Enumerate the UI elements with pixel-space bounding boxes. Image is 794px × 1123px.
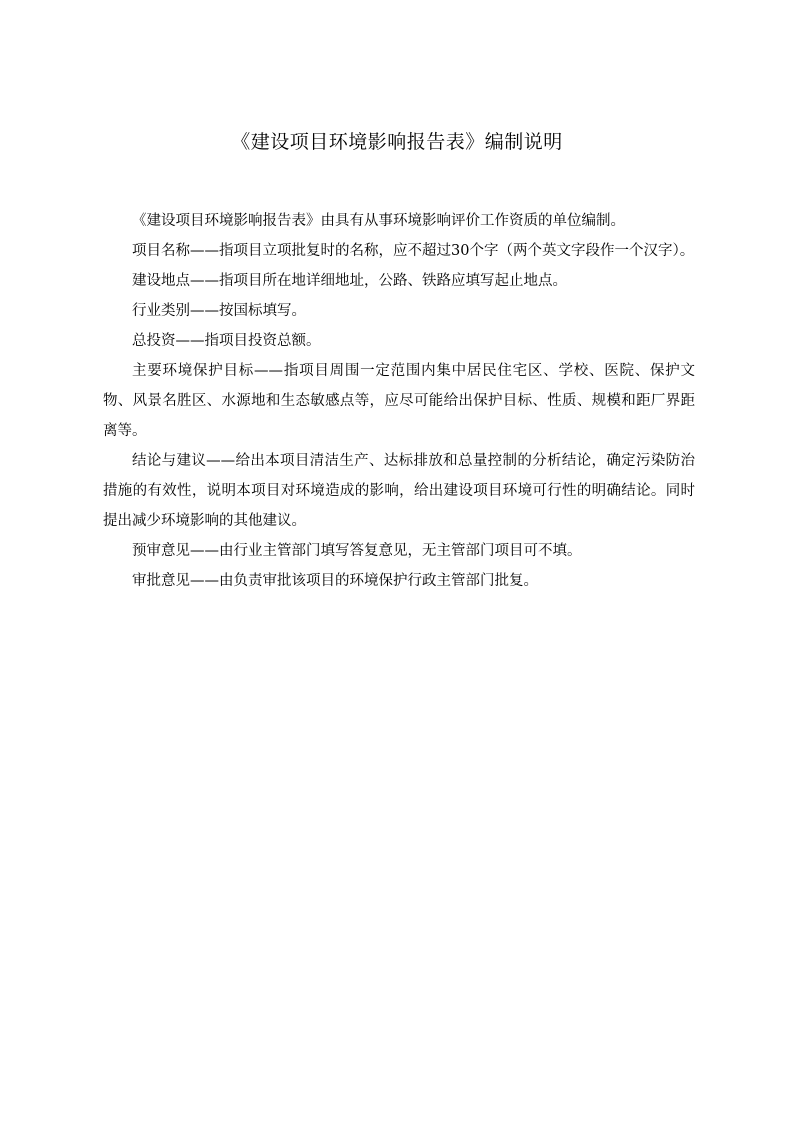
document-body bbox=[103, 206, 695, 596]
paragraph-pre-review: 预审意见——由行业主管部门填写答复意见，无主管部门项目可不填。 bbox=[132, 543, 582, 559]
paragraph-conclusions: 结论与建议——给出本项目清洁生产、达标排放和总量控制的分析结论，确定污染防治措施的有效性，说明本项目对环境造成的影响，给出建设项目环境可行性的明确结论。同时提出减少环境影响的其他建议。 bbox=[103, 453, 695, 529]
document-title: 《建设项目环境影响报告表》编制说明 bbox=[231, 131, 563, 153]
paragraph-construction-site: 建设地点——指项目所在地详细地址，公路、铁路应填写起止地点。 bbox=[132, 273, 567, 289]
paragraph-approval: 审批意见——由负责审批该项目的环境保护行政主管部门批复。 bbox=[132, 573, 538, 589]
paragraph-project-name: 项目名称——指项目立项批复时的名称，应不超过30个字（两个英文字段作一个汉字）。 bbox=[132, 243, 695, 259]
paragraph-total-investment: 总投资——指项目投资总额。 bbox=[132, 333, 321, 349]
paragraph-protection-targets: 主要环境保护目标——指项目周围一定范围内集中居民住宅区、学校、医院、保护文物、风景名胜区、水源地和生态敏感点等，应尽可能给出保护目标、性质、规模和距厂界距离等。 bbox=[103, 363, 695, 439]
paragraph-intro: 《建设项目环境影响报告表》由具有从事环境影响评价工作资质的单位编制。 bbox=[132, 213, 625, 229]
paragraph-industry-category: 行业类别——按国标填写。 bbox=[132, 303, 306, 319]
